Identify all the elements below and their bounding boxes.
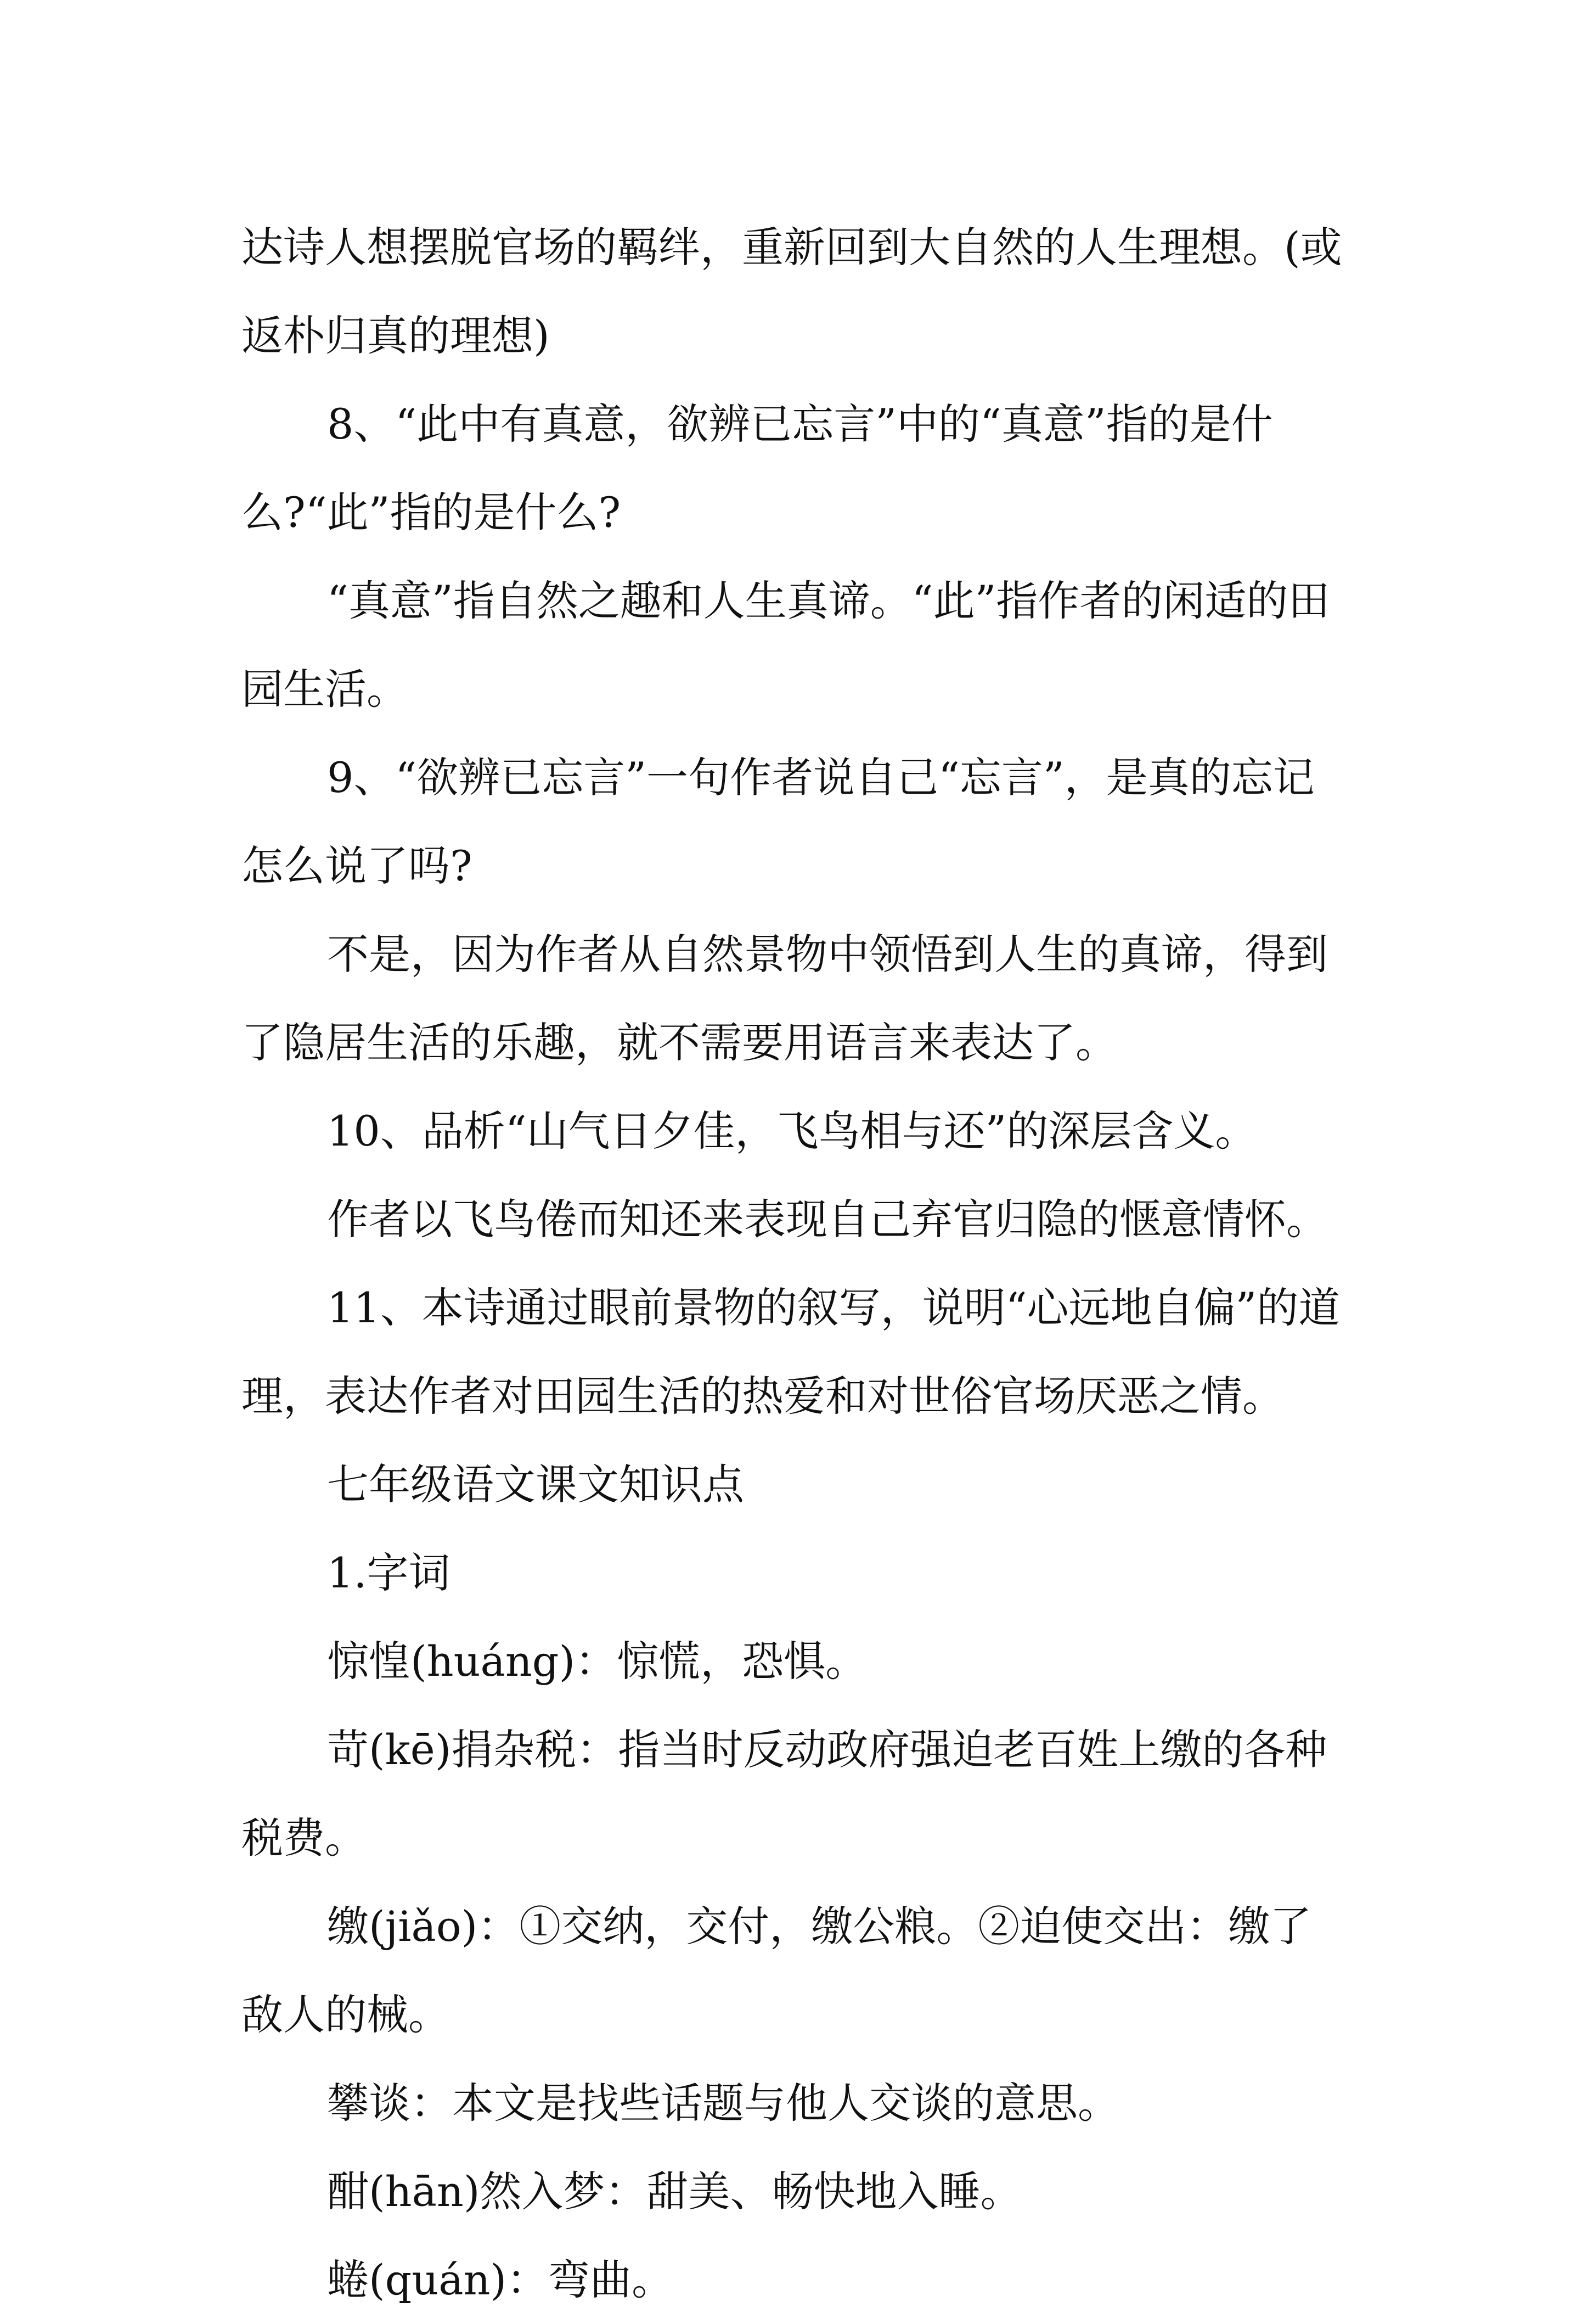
- section-heading: 七年级语文课文知识点: [327, 1460, 744, 1509]
- vocab-item: 苛(kē)捐杂税：指当时反动政府强迫老百姓上缴的各种税费。: [241, 1725, 1327, 1862]
- point-11: 11、本诗通过眼前景物的叙写，说明“心远地自偏”的道理，表达作者对田园生活的热爱和对世俗官场厌恶之情。: [241, 1283, 1341, 1421]
- vocab-item: 蜷(quán)：弯曲。: [327, 2255, 674, 2304]
- document-body: [241, 203, 1350, 2324]
- answer-10: 作者以飞鸟倦而知还来表现自己弃官归隐的惬意情怀。: [327, 1195, 1328, 1244]
- paragraph-continuation: 达诗人想摆脱官场的羁绊，重新回到大自然的人生理想。(或返朴归真的理想): [241, 223, 1342, 360]
- vocab-item: 缴(jiǎo)：①交纳，交付，缴公粮。②迫使交出：缴了敌人的械。: [241, 1902, 1312, 2039]
- question-9: 9、“欲辨已忘言”一句作者说自己“忘言”，是真的忘记怎么说了吗?: [241, 753, 1315, 890]
- vocab-item: 酣(hān)然入梦：甜美、畅快地入睡。: [327, 2167, 1022, 2216]
- question-10: 10、品析“山气日夕佳，飞鸟相与还”的深层含义。: [327, 1107, 1257, 1155]
- subsection-heading: 1.字词: [327, 1548, 451, 1597]
- answer-8: “真意”指自然之趣和人生真谛。“此”指作者的闲适的田园生活。: [241, 576, 1330, 714]
- vocab-item: 惊惶(huáng)：惊慌，恐惧。: [327, 1637, 868, 1686]
- answer-9: 不是，因为作者从自然景物中领悟到人生的真谛，得到了隐居生活的乐趣，就不需要用语言来表达了。: [241, 930, 1328, 1067]
- question-8: 8、“此中有真意，欲辨已忘言”中的“真意”指的是什么?“此”指的是什么?: [241, 400, 1273, 537]
- vocab-item: 攀谈：本文是找些话题与他人交谈的意思。: [327, 2079, 1119, 2127]
